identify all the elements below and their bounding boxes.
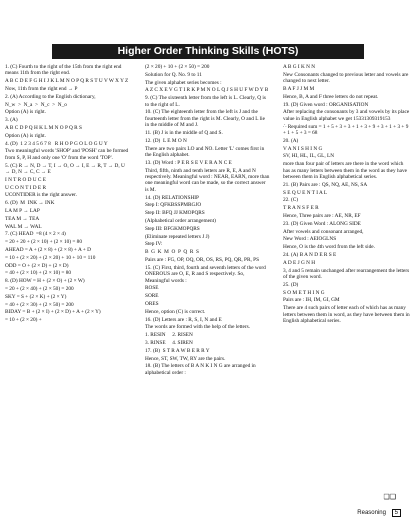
solution-line: ROSE (145, 285, 159, 292)
solution-line: After replacing the consonants by 3 and vowels by its place value in English alphabet we get 15331309319153 (283, 109, 411, 122)
solution-line: Step III: BFGKMOPQRS (145, 225, 200, 232)
solution-line: Hence, ST, SW, TW, RY are the pairs. (145, 355, 226, 362)
solution-line: ∴ Required sum = 1 + 5 + 3 + 3 + 1 + 3 + 9 + 3 + 1 + 3 + 9 + 1 + 5 + 3 = 68 (283, 123, 410, 136)
solution-line: 1. (C) Fourth to the right of the 15th from the right end means 11th from the right end. (5, 64, 123, 77)
solution-line: B G K M O P Q R S (145, 249, 199, 256)
solution-line: LA M P → LAP (5, 207, 40, 214)
solution-line: 19. (D) Given word : ORGANISATION (283, 101, 369, 108)
solution-line: I N T R O D U C E (5, 176, 47, 183)
solution-line: = 20 + 20 + (2 × 10) + (2 × 10) = 80 (5, 239, 82, 246)
solution-line: = 10 + (2 × 20) + (2 × 20) + 10 + 10 = 110 (5, 254, 96, 261)
solution-line: 16. (D) Letters are : R, S, I, N and E (145, 316, 222, 323)
solution-line: Step II: BFQ JJ KMOPQRS (145, 210, 205, 217)
page-footer (357, 509, 401, 517)
solution-line: Pairs are : IH, IM, GI, GM (283, 297, 340, 304)
solution-line: 10. (C) The eighteenth letter from the left is J and the fourteenth letter from the right is M. Clearly, O and L lie in the middle of M and J. (145, 109, 267, 129)
solution-line: = 40 + (2 × 10) + (2 × 10) = 80 (5, 270, 72, 277)
solution-line: There are two pairs LO and NO. Letter 'L' comes first in the English alphabet. (145, 145, 266, 158)
solution-line: A Z C X E V G T I R K P M N O L Q J S H U F W D Y B (145, 87, 269, 94)
solution-line: = 10 + (2 × 20) + (5, 317, 42, 324)
solution-line: New Consonants changed to previous letter and vowels are changed to next letter. (283, 71, 410, 85)
solution-line: 14. (D) RELATIONSHIP (145, 194, 199, 201)
solution-line: New Word : AEIOGLNS (283, 236, 337, 243)
solution-line: Two meaningful words 'SHOP' and 'POSH' can be formed from S, P, H and only one 'O' from the word 'TOP'. (5, 148, 130, 161)
solution-line: S O M E T H I N G (283, 289, 325, 296)
solution-line: 11. (B) J is in the middle of Q and S. (145, 130, 223, 136)
solution-line: Third, fifth, ninth and tenth letters are R, E, A and N respectively. Meaningful word : NEAR, EARN, more than one meaningful word can be made, so the correct answer is M. (145, 167, 271, 193)
solution-line: 23. (D) Given Word : ALONG SIDE (283, 220, 361, 227)
solution-line: Option (A) is right. (5, 109, 46, 116)
solution-line: A B G I K N N (283, 64, 316, 70)
solution-line: 24. (A) B A N D E R S E (283, 251, 337, 258)
solution-line: Hence, option (C) is correct. (145, 308, 206, 315)
section-banner: Higher Order Thinking Skills (HOTS) (52, 44, 364, 59)
solution-line: SORE (145, 293, 159, 300)
solution-line: Step IV: (145, 241, 163, 248)
solution-line: (Eliminate repeated letters J J) (145, 233, 210, 240)
solution-line: 8. (D) HOW = H + (2 × O) + (2 × W) (5, 278, 85, 285)
column-right (283, 64, 411, 326)
solution-line: 21. (B) Pairs are : QS, NQ, AE, NS, SA (283, 181, 368, 188)
solution-line: 20. (A) (283, 137, 299, 144)
page-number: 5 (392, 509, 401, 517)
footer-section: Reasoning (357, 510, 386, 516)
solution-line: 7. (C) HEAD =8 (4 × 2 × 4) (5, 231, 66, 238)
column-left (5, 64, 130, 325)
solution-line: Pairs are : FG, OP, OQ, OR, OS, RS, PQ, QR, PR, PS (145, 256, 260, 263)
solution-line: ORES (145, 300, 159, 307)
solution-line: A B C D E F G H I J K L M N O P Q R S T U V W X Y Z (5, 78, 129, 85)
solution-line: The words are formed with the help of the letters. (145, 324, 251, 331)
solution-line: ODD = O + (2 × D) + (2 × D) (5, 262, 69, 269)
solution-line: 3. RINSE 4. SIREN (145, 339, 193, 346)
solution-line: Step I: QFKBSSPMRGJO (145, 202, 202, 209)
solution-line: (Alphabetical order arrangement) (145, 218, 216, 224)
solution-line: A B C D P Q H K L M N O P Q R S (5, 124, 82, 131)
solution-line: AHEAD = A + (2 × 8) + (2 × 8) + A + D (5, 246, 91, 253)
solution-line: N_w > N_a > N_c > N_o (5, 101, 67, 108)
solution-line: 2. (A) According to the English dictionary, (5, 93, 96, 100)
solution-line: Solution for Q. No. 9 to 11 (145, 71, 202, 78)
solution-line: 17. (B) S T R A W B E R R Y (145, 347, 210, 354)
solution-line: Hence, Three pairs are : AE, NR, EF (283, 212, 361, 219)
column-middle (145, 64, 270, 378)
solution-line: 12. (D) L E M O N (145, 137, 187, 144)
solution-line: 4. (D) 1 2 3 4 5 6 7 8 R H O P G O L O G U Y (5, 140, 108, 147)
solution-line: S E Q U E N T I A L (283, 189, 328, 196)
solution-line: Hence, O is the 4th word from the left side. (283, 244, 375, 251)
solution-line: 6. (D) M INK → INK (5, 200, 55, 207)
solution-line: 1. RESIN 2. RISEN (145, 332, 193, 339)
solution-line: = 40 + (2 × 30) + (2 × 50) = 200 (5, 301, 74, 308)
solution-line: 13. (D) Word : P E R S E V E R A N C E (145, 159, 232, 166)
solution-line: SKY = S + (2 × K) + (2 × Y) (5, 293, 67, 300)
solution-line: = 20 + (2 × 40) + (2 × 50) = 200 (5, 285, 74, 292)
solution-line: 9. (C) The sixteenth letter from the left is L. Clearly, Q is to the right of L. (145, 95, 268, 108)
solution-line: B A F J J M M (283, 86, 315, 92)
solution-line: (2 × 20) + 10 + (2 × 50) = 200 (145, 64, 210, 70)
solution-line: 22. (C) (283, 197, 299, 204)
solution-line: SV, HI, HL, IL, GL, LN (283, 153, 335, 160)
solution-line: WAL M → WAL (5, 223, 42, 230)
solution-line: The given alphabet series becomes : (145, 79, 222, 86)
solution-line: Hence, B, A and F three letters do not repeat. (283, 93, 379, 100)
solution-line: There are 4 such pairs of letter each of which has as many letters between them in word, as they have between them in English alphabetical series. (283, 305, 411, 324)
solution-line: Option (A) is right. (5, 132, 46, 139)
solution-line: 15. (C) First, third, fourth and seventh letters of the word ONEROUS are O, E, R and S respectively. So, Meaningful words : (145, 264, 268, 284)
solution-line: Now, 11th from the right end → P (5, 86, 78, 92)
solution-line: more than four pair of letters are there in the word which has as many letters between them in the word as they have between them in English alphabetical series. (283, 161, 409, 180)
solution-line: 25. (D) (283, 281, 299, 288)
solution-line: UCONTIDER is the right answer. (5, 192, 77, 199)
solution-line: U C O N T I D E R (5, 184, 47, 191)
solution-line: T R A N S F E R (283, 205, 319, 212)
solution-line: A D E J G N H (283, 259, 316, 266)
solution-line: 3, 4 and 5 remain unchanged after rearrangement the letters of the given word. (283, 267, 411, 280)
solution-line: TEA M → TEA (5, 215, 40, 222)
solution-line: 18. (B) The letters of B A N K I N G are arranged in alphabetical order : (145, 363, 257, 376)
solution-line: 3. (A) (5, 117, 18, 124)
solution-line: BIDAY = B + (2 × I) + (2 × D) + A + (2 × Y) (5, 309, 101, 316)
solution-line: After vowels and consonant arranged, (283, 228, 364, 235)
solution-line: V A N I S H I N G (283, 145, 323, 152)
solution-line: 5. (C) R → N, D → T, I → O, O → I, E → R, T → D, U → D, N → C, C → E (5, 162, 127, 175)
end-mark: ❑❑ (383, 493, 396, 501)
